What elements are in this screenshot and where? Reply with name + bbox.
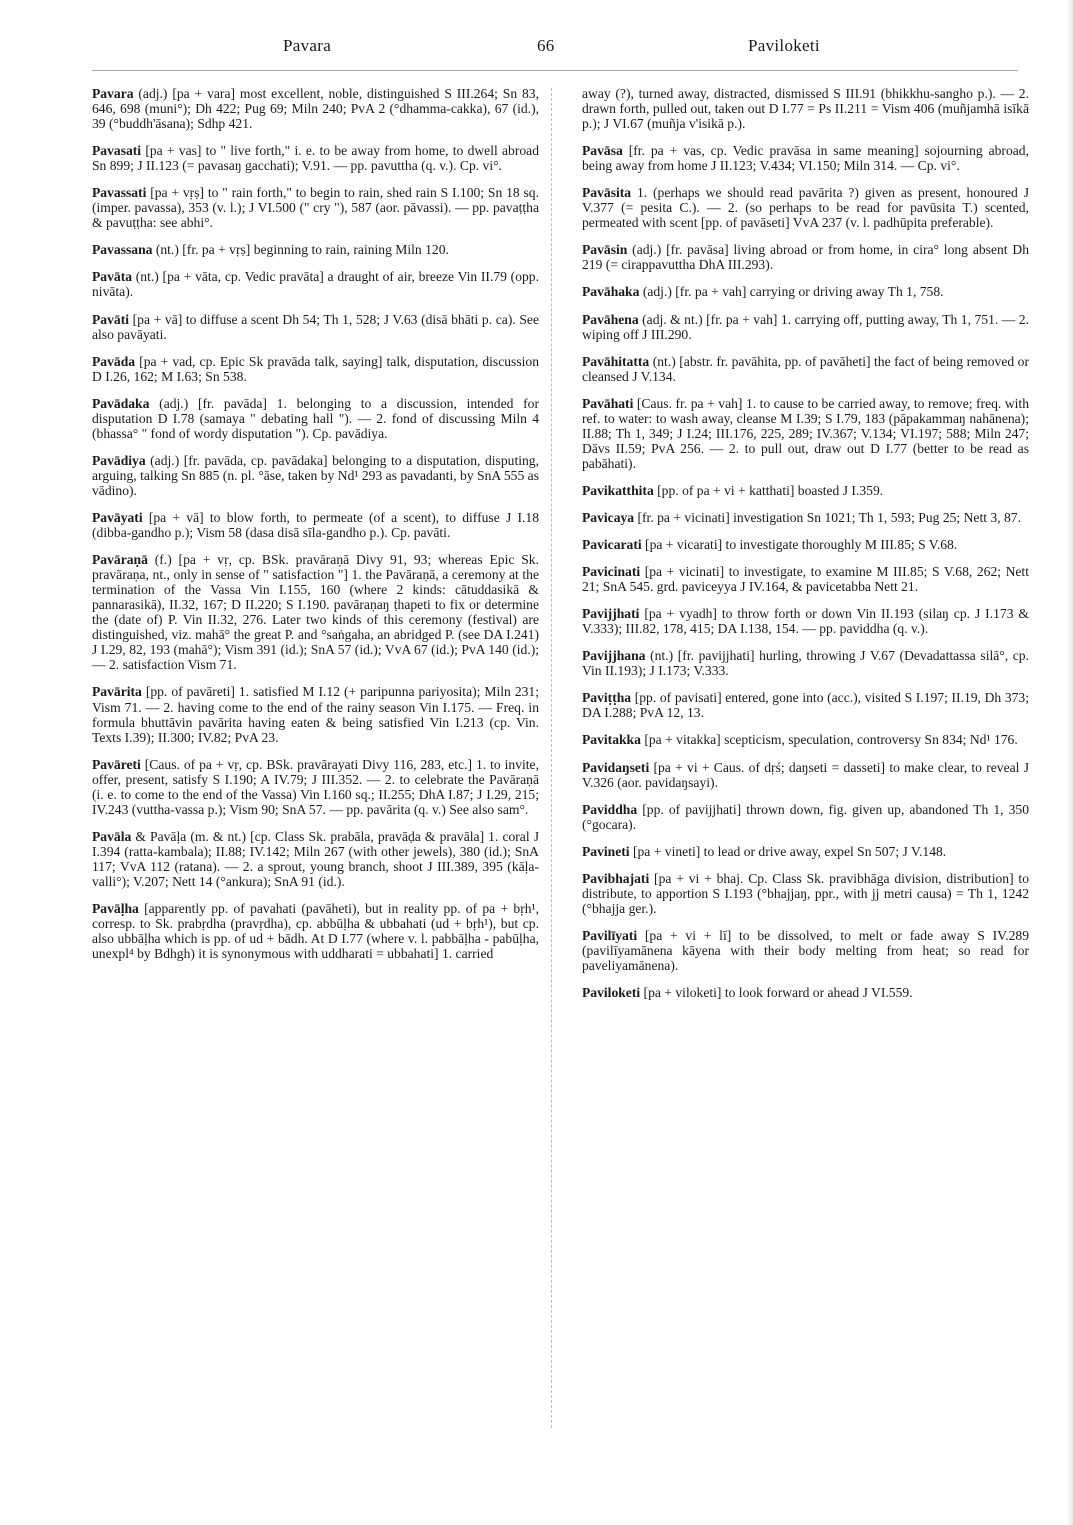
- dictionary-entry: [582, 483, 1029, 498]
- entry-headword: Pavārita: [92, 684, 142, 700]
- header-right-guideword: Paviloketi: [748, 36, 820, 55]
- entry-definition: [pa + vineti] to lead or drive away, expel Sn 507; J V.148.: [629, 843, 947, 859]
- entry-definition: [pa + vi + Caus. of dṛś; daŋseti = dasseti] to make clear, to reveal J V.326 (aor. pavidaŋsayi).: [582, 759, 1029, 790]
- entry-definition: [pa + viloketi] to look forward or ahead J VI.559.: [640, 985, 913, 1001]
- entry-headword: Pavikatthita: [582, 482, 654, 498]
- dictionary-entry: [92, 143, 539, 173]
- dictionary-entry: [92, 269, 539, 299]
- entry-definition: (nt.) [fr. pavijjhati] hurling, throwing J V.67 (Devadattassa silā°, cp. Vin II.193); J I.173; V.333.: [582, 648, 1029, 679]
- entry-headword: Pavidaŋseti: [582, 759, 650, 775]
- entry-headword: Pavāti: [92, 311, 129, 327]
- dictionary-entry: [582, 396, 1029, 471]
- dictionary-entry: [92, 242, 539, 257]
- entry-definition: away (?), turned away, distracted, dismissed S III.91 (bhikkhu-sangho p.). — 2. drawn forth, pulled out, taken out D I.77 = Ps II.211 = Vism 406 (muñjamhā isīkā p.); J VI.67 (muñja v'isikā p.).: [582, 86, 1029, 132]
- entry-headword: Pavāta: [92, 269, 133, 285]
- entry-definition: [Caus. of pa + vṛ, cp. BSk. pravārayati Divy 116, 283, etc.] 1. to invite, offer, present, satisfy S I.190; A IV.79; J III.352. — 2. to celebrate the Pavāraṇā (i. e. to come to the end of the Vassa) Vin I.160 sq.; II.255; DhA I.87; J I.29, 215; IV.243 (vuttha-vassa p.); Vism 90; SnA 57. — pp. pavārita (q. v.) See also sam°.: [92, 756, 539, 817]
- entry-definition: [Caus. fr. pa + vah] 1. to cause to be carried away, to remove; freq. with ref. to water: to wash away, cleanse M I.39; S I.79, 183 (pāpakammaŋ nahānena); II.88; Th 1, 349; J I.24; III.176, 225, 289; IV.367; V.134; VI.197; 588; Miln 247; Dāvs II.59; PvA 256. — 2. to pull out, draw out D I.77 (better to be read as pabāhati).: [582, 395, 1029, 471]
- dictionary-entry: [92, 354, 539, 384]
- entry-headword: Pavijjhati: [582, 606, 640, 622]
- dictionary-entry: [582, 537, 1029, 552]
- entry-definition: [pa + vicinati] to investigate, to examine M III.85; S V.68, 262; Nett 21; SnA 545. grd. paviceyya J IV.164, & pavicetabba Nett 21.: [582, 564, 1029, 595]
- entry-headword: Pavāsa: [582, 143, 623, 159]
- dictionary-entry: [92, 684, 539, 744]
- entry-definition: [pa + vi + lī] to be dissolved, to melt or fade away S IV.289 (pavilīyamānena kāyena with their body melting from heat; so read for paveliyamānena).: [582, 927, 1029, 973]
- dictionary-entry: [582, 185, 1029, 230]
- entry-definition: [pp. of pavijjhati] thrown down, fig. given up, abandoned Th 1, 350 (°gocara).: [582, 801, 1029, 832]
- dictionary-entry: [582, 284, 1029, 299]
- dictionary-entry: [582, 928, 1029, 973]
- entry-headword: Pavicarati: [582, 537, 642, 553]
- entry-definition: [pa + vā] to diffuse a scent Dh 54; Th 1, 528; J V.63 (disā bhāti p. ca). See also pavāyati.: [92, 311, 539, 342]
- entry-headword: Paviddha: [582, 801, 638, 817]
- entry-definition: [fr. pa + vas, cp. Vedic pravāsa in same meaning] sojourning abroad, being away from home J II.123; V.434; VI.150; Miln 314. — Cp. vi°.: [582, 143, 1029, 174]
- dictionary-entry: [92, 396, 539, 441]
- entry-headword: Paviloketi: [582, 985, 641, 1001]
- entry-headword: Pavāhaka: [582, 284, 640, 300]
- entry-headword: Pavilīyati: [582, 927, 638, 943]
- dictionary-entry: [582, 143, 1029, 173]
- dictionary-entry: [582, 606, 1029, 636]
- entry-definition: [pa + vitakka] scepticism, speculation, controversy Sn 834; Nd¹ 176.: [640, 732, 1018, 748]
- dictionary-entry: [92, 901, 539, 961]
- entry-definition: (adj.) [fr. pavāda] 1. belonging to a discussion, intended for disputation D I.78 (samaya " debating hall "). — 2. fond of discussing Miln 4 (bhassa° " fond of wordy disputation "). Cp. pavādiya.: [92, 395, 539, 441]
- dictionary-entry: [582, 871, 1029, 916]
- entry-definition: [pp. of pavisati] entered, gone into (acc.), visited S I.197; II.19, Dh 373; DA I.288; PvA 12, 13.: [582, 690, 1029, 721]
- entry-definition: 1. (perhaps we should read pavārita ?) given as present, honoured J V.377 (= pesita C.). — 2. (so perhaps to be read for pavūsita T.) scented, permeated with scent [pp. of pavāseti] VvA 237 (v. l. padhūpita preferable).: [582, 185, 1029, 231]
- dictionary-entry: [582, 510, 1029, 525]
- dictionary-entry: [582, 564, 1029, 594]
- entry-definition: (f.) [pa + vṛ, cp. BSk. pravāraṇā Divy 91, 93; whereas Epic Sk. pravāraṇa, nt., only in sense of " satisfaction "] 1. the Pavāraṇā, a ceremony at the termination of the Vassa Vin I.155, 160 (where 2 kinds: cātuddasikā & pannarasikā), II.32, 167; D II.220; S I.190. pavāraṇaŋ ṭhapeti to fix or determine the (date of) P. Vin II.32, 276. Later two kinds of this ceremony (festival) are distinguished, viz. mahā° the great P. and °saṅgaha, an abridged P. (see DA I.241) J I.29, 82, 193 (mahā°); Vism 391 (id.); SnA 57 (id.); VvA 67 (id.); PvA 140 (id.); — 2. satisfaction Vism 71.: [92, 552, 539, 673]
- entry-headword: Pavāhena: [582, 311, 639, 327]
- dictionary-entry: [92, 757, 539, 817]
- entry-definition: (adj.) [fr. pavāda, cp. pavādaka] belonging to a disputation, disputing, arguing, talking Sn 885 (n. pl. °āse, taken by Nd¹ 293 as pavadanti, by SnA 555 as vādino).: [92, 452, 539, 498]
- dictionary-entry: [92, 312, 539, 342]
- page-number: 66: [537, 36, 555, 55]
- dictionary-entry: [92, 829, 539, 889]
- entry-headword: Pavāda: [92, 353, 136, 369]
- entry-definition: [pa + vicarati] to investigate thoroughly M III.85; S V.68.: [641, 537, 958, 553]
- header-left-guideword: Pavara: [283, 36, 332, 55]
- dictionary-entry: [92, 453, 539, 498]
- dictionary-entry: [582, 690, 1029, 720]
- dictionary-entry: [582, 354, 1029, 384]
- dictionary-entry: [582, 242, 1029, 272]
- dictionary-entry: [92, 552, 539, 672]
- dictionary-entry: [582, 802, 1029, 832]
- entry-headword: Pavāhati: [582, 395, 634, 411]
- entry-definition: (nt.) [pa + vāta, cp. Vedic pravāta] a draught of air, breeze Vin II.79 (opp. nivāta).: [92, 269, 539, 300]
- entry-definition: (adj.) [fr. pa + vah] carrying or driving away Th 1, 758.: [639, 284, 944, 300]
- entry-headword: Pavādiya: [92, 452, 146, 468]
- page-edge: [1066, 0, 1073, 1525]
- entry-headword: Pavara: [92, 86, 134, 101]
- dictionary-entry: [582, 86, 1029, 131]
- entry-definition: & Pavāḷa (m. & nt.) [cp. Class Sk. prabāla, pravāḍa & pravāla] 1. coral J I.394 (ratta-kambala); II.88; IV.142; Miln 267 (with other jewels), 380 (id.); SnA 117; VvA 112 (ratana). — 2. a sprout, young branch, shoot J III.389, 395 (kāḷa-valli°); V.207; Nett 14 (°ankura); SnA 91 (id.).: [92, 828, 539, 889]
- entry-definition: [pp. of pavāreti] 1. satisfied M I.12 (+ paripunna pariyosita); Miln 231; Vism 71. — 2. having come to the end of the rainy season Vin I.175. — Freq. in formula bhuttāvin pavārita having eaten & being satisfied Vin I.213 (cp. Vin. Texts I.39); II.300; IV.82; PvA 23.: [92, 684, 539, 745]
- entry-definition: [apparently pp. of pavahati (pavāheti), but in reality pp. of pa + bṛh¹, corresp. to Sk. prabṛdha (pravṛdha), cp. abbūḷha & ubbahati (ud + bṛh¹), but cp. also ubbāḷha which is pp. of ud + bādh. At D I.77 (where v. l. pabbāḷha - pabūḷha, unexpl⁴ by Bdhgh) it is synonymous with uddharati = ubbahati] 1. carried: [92, 901, 539, 962]
- dictionary-entry: [92, 510, 539, 540]
- entry-definition: [pa + vad, cp. Epic Sk pravāda talk, saying] talk, disputation, discussion D I.26, 162; M I.63; Sn 538.: [92, 353, 539, 384]
- column-separator: [551, 88, 552, 1428]
- dictionary-entry: [92, 185, 539, 230]
- entry-headword: Pavicaya: [582, 509, 635, 525]
- entry-headword: Pavāyati: [92, 509, 143, 525]
- dictionary-entry: [582, 312, 1029, 342]
- entry-headword: Pavāsin: [582, 242, 628, 258]
- entry-headword: Pavāraṇā: [92, 552, 148, 568]
- entry-headword: Pavāsita: [582, 185, 632, 201]
- entry-definition: [pa + vā] to blow forth, to permeate (of a scent), to diffuse J I.18 (dibba-gandho p.); Vism 58 (dasa disā sīla-gandho p.). Cp. pavāti.: [92, 509, 539, 541]
- entry-definition: (adj.) [fr. pavāsa] living abroad or from home, in cira° long absent Dh 219 (= cirappavuttha DhA III.293).: [582, 242, 1029, 273]
- dictionary-entry: [582, 648, 1029, 678]
- entry-definition: [fr. pa + vicinati] investigation Sn 1021; Th 1, 593; Pug 25; Nett 3, 87.: [634, 509, 1021, 525]
- entry-definition: (nt.) [abstr. fr. pavāhita, pp. of pavāheti] the fact of being removed or cleansed J V.134.: [582, 353, 1029, 384]
- dictionary-entry: [582, 985, 1029, 1000]
- entry-headword: Pavineti: [582, 843, 630, 859]
- entry-headword: Pavāhitatta: [582, 353, 650, 369]
- dictionary-entry: [582, 732, 1029, 747]
- entry-headword: Pavāḷha: [92, 901, 139, 917]
- entry-definition: (adj.) [pa + vara] most excellent, noble, distinguished S III.264; Sn 83, 646, 698 (muni°); Dh 422; Pug 69; Miln 240; PvA 2 (°dhamma-cakka), 67 (id.), 39 (°buddh'āsana); Sdhp 421.: [92, 86, 539, 132]
- header-rule: [92, 70, 1018, 71]
- entry-definition: [pa + vas] to " live forth," i. e. to be away from home, to dwell abroad Sn 899; J II.123 (= pavasaŋ gacchati); V.91. — pp. pavuttha (q. v.). Cp. vi°.: [92, 143, 539, 174]
- entry-headword: Pavādaka: [92, 395, 150, 411]
- entry-definition: [pa + vyadh] to throw forth or down Vin II.193 (silaŋ cp. J I.173 & V.333); III.82, 178, 415; DA I.138, 154. — pp. paviddha (q. v.).: [582, 606, 1029, 637]
- entry-headword: Pavijjhana: [582, 648, 646, 664]
- right-column: [582, 86, 1029, 1012]
- entry-headword: Pavibhajati: [582, 870, 650, 886]
- left-column: [92, 86, 539, 973]
- dictionary-entry: [92, 86, 539, 131]
- entry-headword: Pavassati: [92, 185, 147, 201]
- entry-definition: [pa + vi + bhaj. Cp. Class Sk. pravibhāga division, distribution] to distribute, to apportion S I.193 (°bhajjaŋ, ppr., with jj metri causa) = Th 1, 1242 (°bhajja ger.).: [582, 870, 1029, 916]
- dictionary-entry: [582, 760, 1029, 790]
- entry-headword: Pavicinati: [582, 564, 641, 580]
- entry-headword: Pavassana: [92, 242, 153, 258]
- entry-definition: [pa + vṛṣ] to " rain forth," to begin to rain, shed rain S I.100; Sn 18 sq. (imper. pavassa), 353 (v. l.); J VI.500 (" cry "), 587 (aor. pāvassi). — pp. pavaṭṭha & pavuṭṭha: see abhi°.: [92, 185, 539, 231]
- dictionary-entry: [582, 844, 1029, 859]
- entry-headword: Pavāla: [92, 828, 132, 844]
- entry-definition: [pp. of pa + vi + katthati] boasted J I.359.: [653, 482, 884, 498]
- entry-headword: Pavāreti: [92, 756, 141, 772]
- entry-headword: Pavasati: [92, 143, 142, 159]
- entry-definition: (nt.) [fr. pa + vṛṣ] beginning to rain, raining Miln 120.: [152, 242, 449, 258]
- entry-headword: Paviṭṭha: [582, 690, 632, 706]
- entry-definition: (adj. & nt.) [fr. pa + vah] 1. carrying off, putting away, Th 1, 751. — 2. wiping off J III.290.: [582, 311, 1029, 342]
- entry-headword: Pavitakka: [582, 732, 641, 748]
